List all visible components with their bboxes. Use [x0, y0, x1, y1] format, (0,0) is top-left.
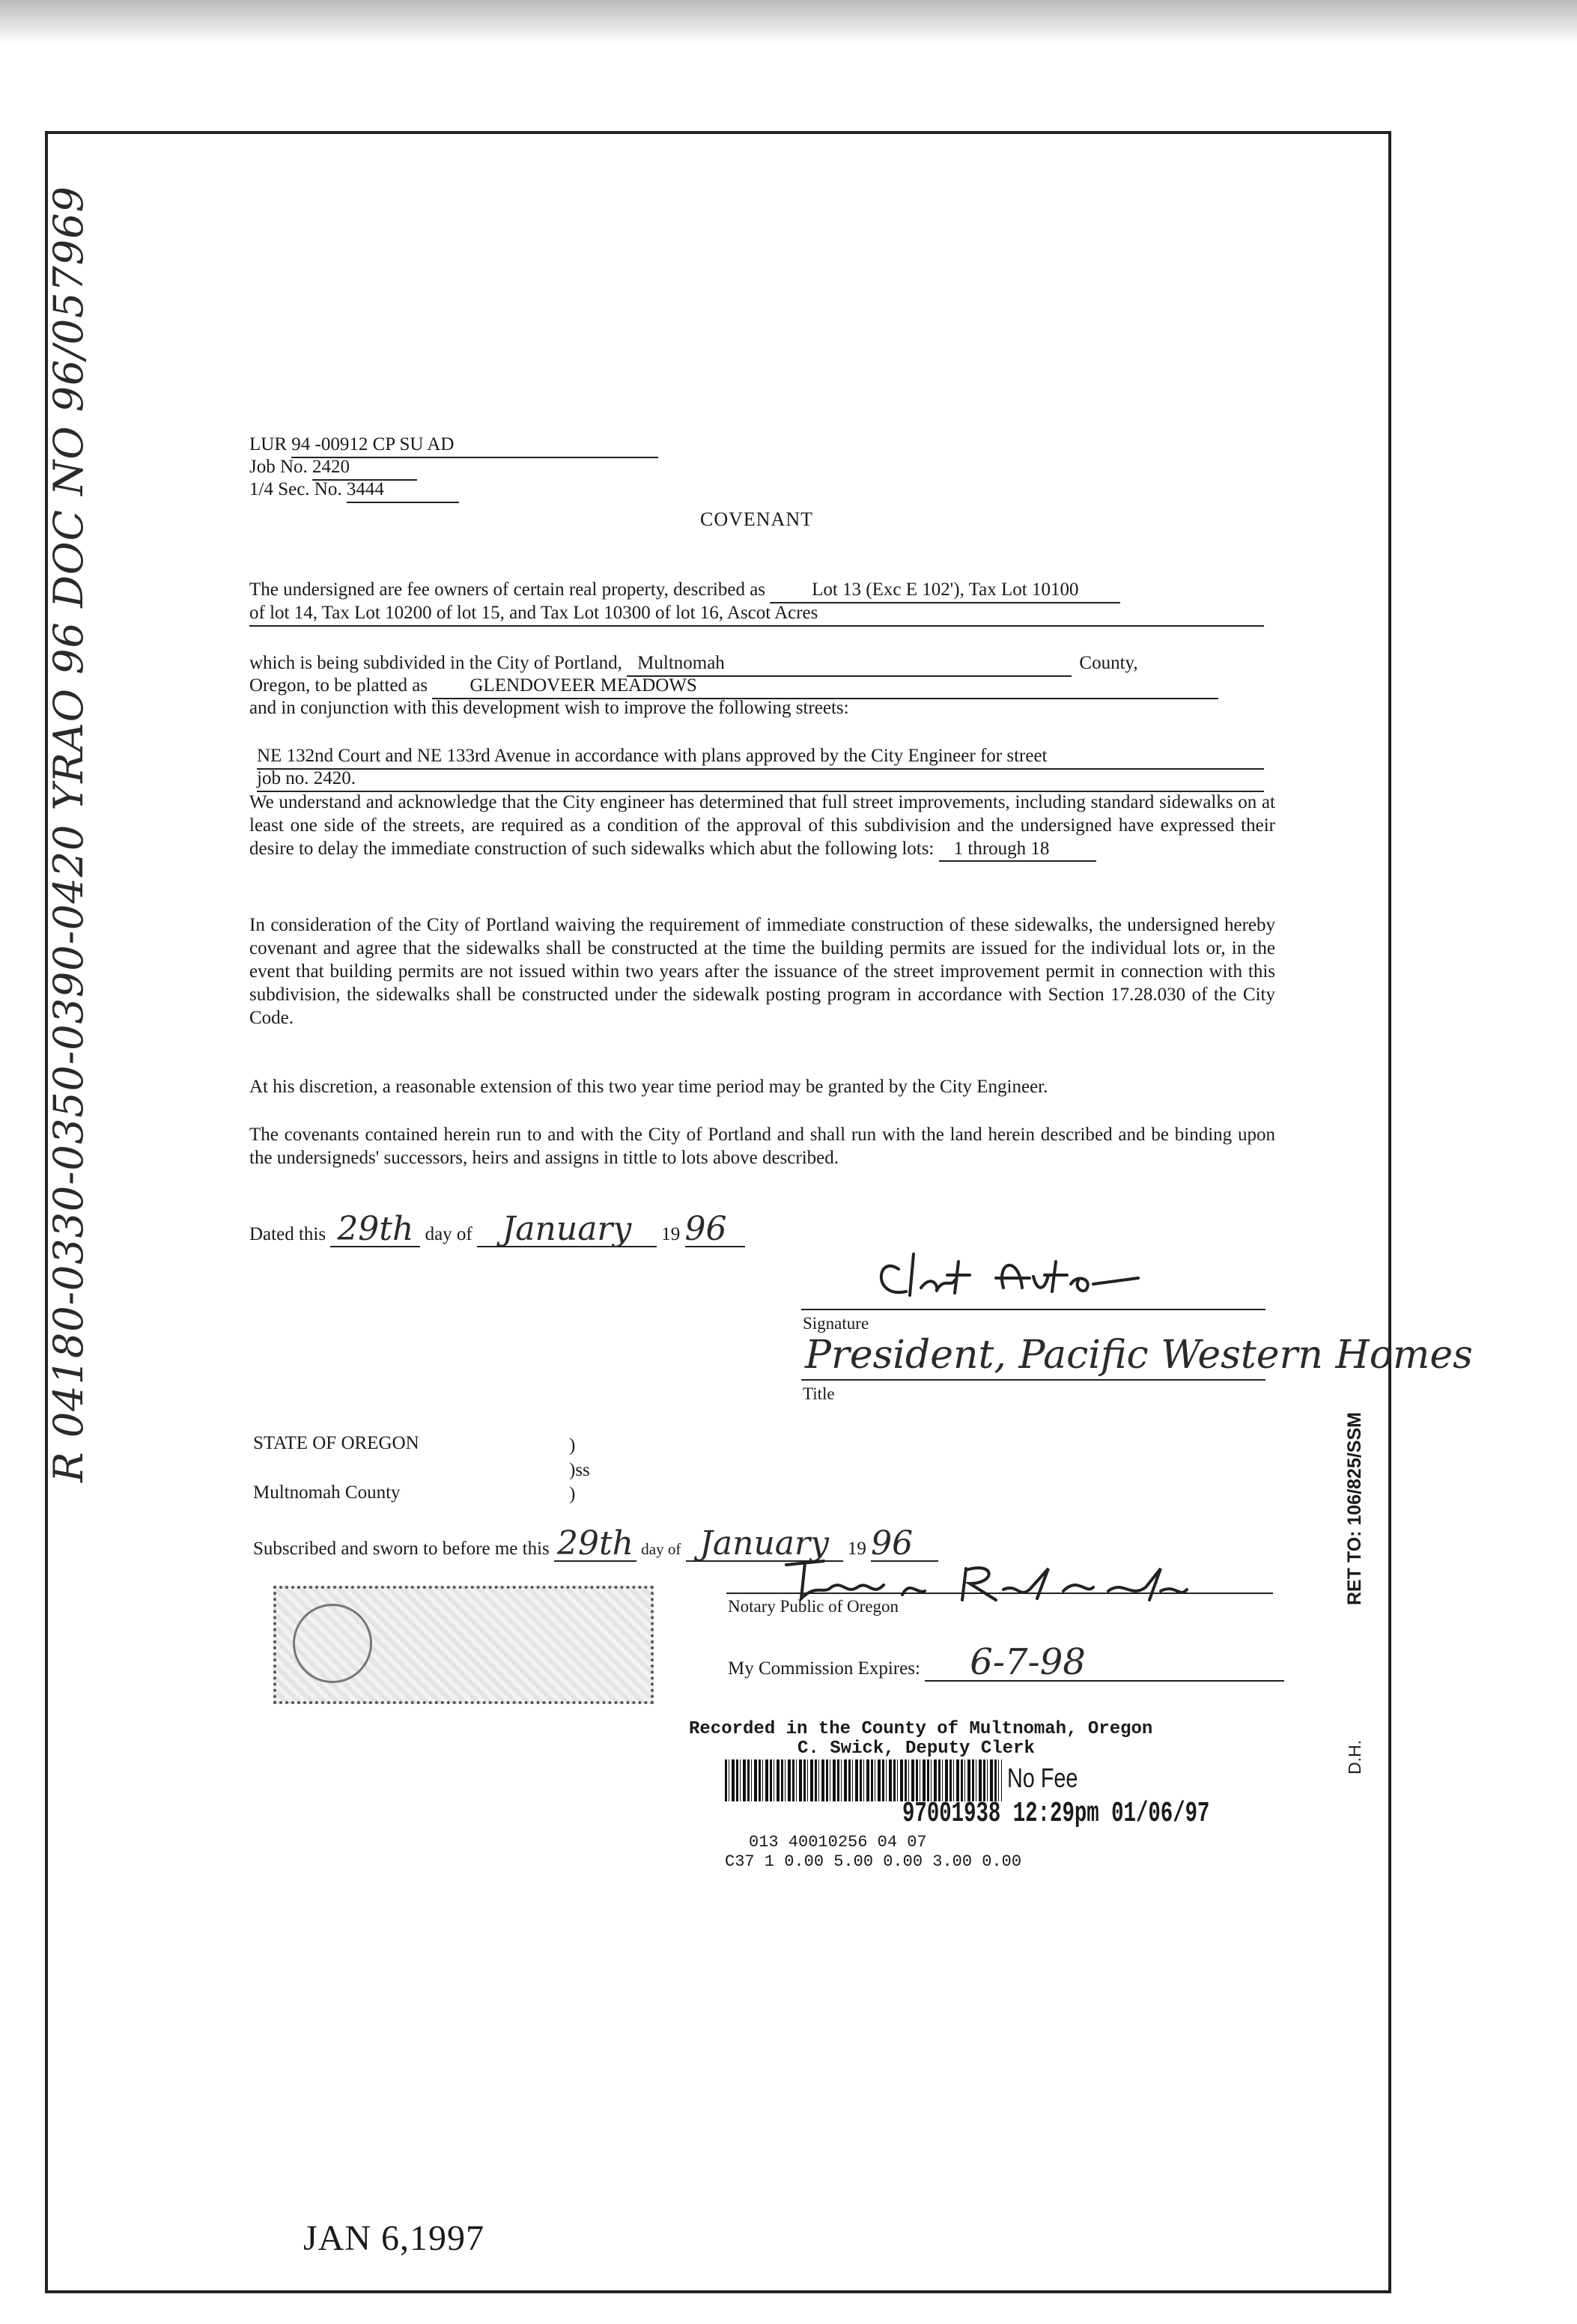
dated-month: January: [477, 1213, 657, 1247]
expires-value: 6-7-98: [925, 1644, 1284, 1682]
signature-label: Signature: [803, 1314, 869, 1333]
sworn-year: 96: [871, 1527, 938, 1562]
notary-paren-1: ): [569, 1435, 576, 1455]
streets-text-1: NE 132nd Court and NE 133rd Avenue in accordance with plans approved by the City Engineer for street: [257, 744, 1264, 770]
streets-line2: [257, 767, 1264, 792]
para1-line2: [249, 601, 1264, 627]
signer-title: President, Pacific Western Homes: [805, 1333, 1473, 1378]
sec-label: 1/4 Sec. No.: [249, 479, 342, 499]
para2-text: We understand and acknowledge that the City engineer has determined that full street improvements, including standard sidewalks on at least one side of the streets, are required as a condition of the approval of this subdivision and the undersigned have expressed their desire to delay the immediate construction of such sidewalks which abut the following lots:: [249, 792, 1275, 859]
lur-label: LUR: [249, 434, 287, 454]
streets-line1: [257, 744, 1264, 770]
sworn-year-prefix: 19: [847, 1539, 866, 1559]
notary-county: Multnomah County: [253, 1482, 401, 1503]
subdivided-lead: which is being subdivided in the City of Portland,: [249, 653, 622, 673]
para1-conjunction: and in conjunction with this development wish to improve the following streets:: [249, 698, 849, 718]
document-title: COVENANT: [700, 508, 813, 530]
county-value: Multnomah: [627, 651, 1072, 677]
property-line2: of lot 14, Tax Lot 10200 of lot 15, and Tax Lot 10300 of lot 16, Ascot Acres: [249, 601, 1264, 627]
sec-row: [249, 478, 459, 503]
recording-line1: Recorded in the County of Multnomah, Oregon: [689, 1719, 1153, 1739]
owner-signature-scribble: [869, 1247, 1168, 1307]
platted-lead: Oregon, to be platted as: [249, 675, 428, 696]
recording-code2: C37 1 0.00 5.00 0.00 3.00 0.00: [725, 1852, 1022, 1871]
lur-row: [249, 433, 658, 458]
sworn-day-of: day of: [641, 1540, 681, 1558]
notary-line: [726, 1593, 1273, 1594]
notary-state: STATE OF OREGON: [253, 1433, 419, 1453]
document-number: 97001938 12:29pm 01/06/97: [902, 1798, 1210, 1830]
dated-lead: Dated this: [249, 1224, 326, 1244]
recording-barcode: [725, 1759, 1002, 1801]
sec-value: 3444: [347, 478, 459, 503]
para1-line1: [249, 578, 1120, 603]
seal-circle: [293, 1604, 372, 1683]
notary-paren-2: ): [569, 1484, 576, 1504]
dated-year: 96: [685, 1213, 745, 1247]
return-to-note: RET TO: 106/825/SSM: [1344, 1412, 1365, 1605]
para5: The covenants contained herein run to and with the City of Portland and shall run with the land herein described and be binding upon the undersigneds' successors, heirs and assigns in tittle to lots above described.: [249, 1125, 1275, 1168]
owner-signature: [869, 1247, 1168, 1307]
sworn-month: January: [686, 1527, 843, 1562]
county-label: County,: [1079, 653, 1138, 673]
streets-text-2: job no. 2420.: [257, 767, 1264, 792]
dated-year-prefix: 19: [661, 1224, 681, 1244]
scan-top-edge: [0, 0, 1577, 45]
notary-ss: )ss: [569, 1460, 590, 1480]
property-line1: Lot 13 (Exc E 102'), Tax Lot 10100: [770, 578, 1120, 603]
received-date-stamp: JAN 6,1997: [303, 2218, 485, 2258]
dated-day: 29th: [330, 1213, 420, 1247]
job-label: Job No.: [249, 457, 308, 477]
job-value: 2420: [312, 455, 417, 481]
dated-day-of: day of: [425, 1224, 473, 1244]
recording-code1: 013 40010256 04 07: [749, 1833, 927, 1852]
platted-value: GLENDOVEER MEADOWS: [432, 674, 1218, 699]
recording-line2: C. Swick, Deputy Clerk: [797, 1739, 1035, 1759]
para4: At his discretion, a reasonable extension of this two year time period may be granted by the City Engineer.: [249, 1077, 1048, 1097]
title-line: [801, 1379, 1265, 1381]
expires-label: My Commission Expires:: [728, 1658, 920, 1679]
notary-seal-stamp: [273, 1586, 654, 1704]
para1-line3: [249, 651, 1138, 677]
lur-value: 94 -00912 CP SU AD: [291, 433, 658, 458]
no-fee: No Fee: [1007, 1762, 1078, 1793]
expires-row: [728, 1641, 1284, 1683]
dated-row: [249, 1210, 745, 1248]
para2: [249, 791, 1275, 862]
signature-line: [801, 1309, 1265, 1310]
sworn-day: 29th: [554, 1527, 636, 1562]
para1-lead: The undersigned are fee owners of certain real property, described as: [249, 580, 766, 600]
para3: In consideration of the City of Portland waiving the requirement of immediate construction of these sidewalks, the undersigned hereby covenant and agree that the sidewalks shall be constructed at the time the building permits are issued for the individual lots or, in the event that building permits are not issued within two years after the issuance of the street improvement permit in connection with this subdivision, the sidewalks shall be constructed under the sidewalk posting program in accordance with Section 17.28.030 of the City Code.: [249, 915, 1275, 1028]
notary-public-label: Notary Public of Oregon: [728, 1597, 899, 1616]
sworn-lead: Subscribed and sworn to before me this: [253, 1539, 550, 1559]
recording-side-stamp: R 04180-0330-0350-0390-0420 YRAO 96 DOC NO 96/057969: [45, 186, 92, 1482]
lots-value: 1 through 18: [939, 837, 1096, 862]
title-label: Title: [803, 1384, 835, 1403]
job-row: [249, 455, 417, 481]
dh-initials: D.H.: [1345, 1740, 1364, 1774]
para1-line4: [249, 674, 1218, 699]
